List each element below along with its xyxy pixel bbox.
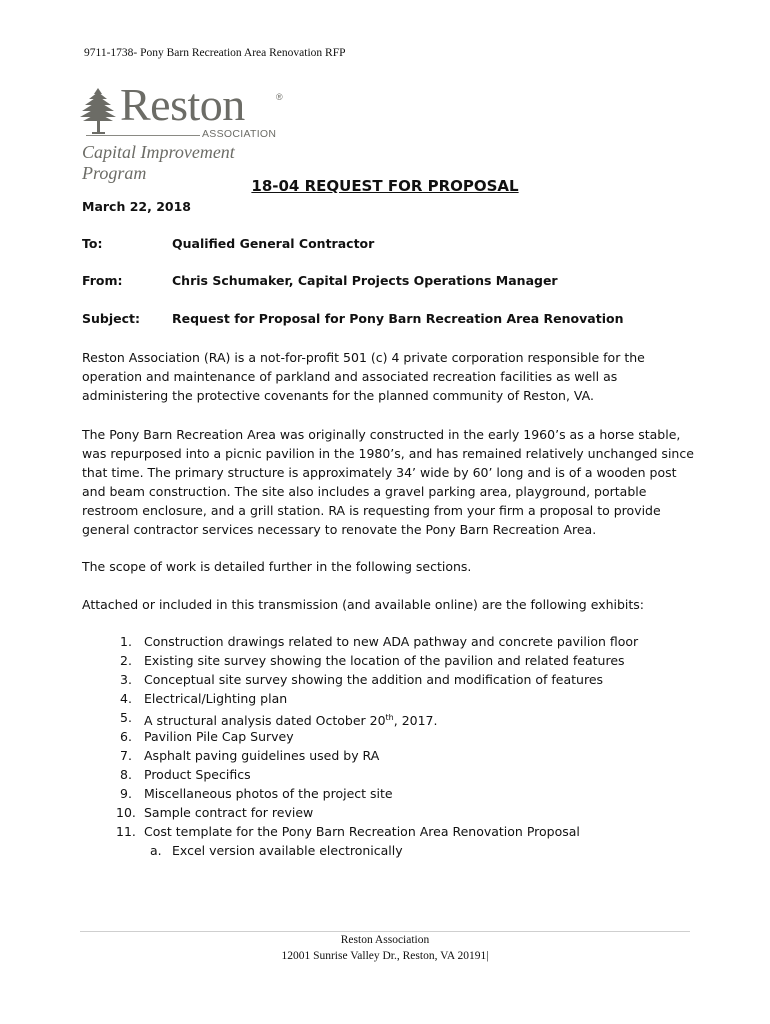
exhibits-list [82,632,702,841]
to-value: Qualified General Contractor [172,236,375,251]
exhibits-intro-paragraph: Attached or included in this transmission (and available online) are the following exhibits: [82,597,644,612]
list-item-text: Pavilion Pile Cap Survey [144,729,294,744]
list-item [82,784,702,803]
list-item-text: Cost template for the Pony Barn Recreation Area Renovation Proposal [144,824,580,839]
list-item-text: Product Specifics [144,767,251,782]
list-item-text-suffix: , 2017. [393,713,438,729]
list-item [82,651,702,670]
list-item-text: Existing site survey showing the location of the pavilion and related features [144,653,625,668]
logo-program-text: Capital Improvement Program [82,142,235,183]
list-item-text: Sample contract for review [144,805,314,820]
list-item-number: 2. [120,653,132,668]
list-item-number: 3. [120,672,132,687]
list-item [82,727,702,746]
document-title: 18-04 REQUEST FOR PROPOSAL [251,177,519,195]
list-item-number: 6. [120,729,132,744]
list-item-number: 10. [116,805,136,820]
list-item-text: Miscellaneous photos of the project site [144,786,393,801]
list-item [82,689,702,708]
background-paragraph: The Pony Barn Recreation Area was originally constructed in the early 1960’s as a horse stable, was repurposed into a picnic pavilion in the 1980’s, and has remained relatively unchanged since that time. The primary structure is approximately 34’ wide by 60’ long and is of a wooden post and beam construction. The site also includes a gravel parking area, playground, portable restroom enclosure, and a grill station. RA is requesting from your firm a proposal to provide general contractor services necessary to renovate the Pony Barn Recreation Area. [82,427,694,537]
list-item [82,632,702,651]
from-value: Chris Schumaker, Capital Projects Operations Manager [172,273,558,288]
list-item [82,746,702,765]
list-item-text: Electrical/Lighting plan [144,691,288,706]
scope-paragraph: The scope of work is detailed further in the following sections. [82,559,472,574]
intro-paragraph: Reston Association (RA) is a not-for-profit 501 (c) 4 private corporation responsible for the operation and maintenance of parkland and associated recreation facilities as well as administering the protective covenants for the planned community of Reston, VA. [82,350,645,403]
footer-organization: Reston Association [340,934,430,946]
list-item [82,765,702,784]
list-item-text: Asphalt paving guidelines used by RA [144,748,380,763]
list-item-text-main: A structural analysis dated October 20 [144,713,386,729]
footer-divider [80,931,690,932]
document-reference: 9711-1738- Pony Barn Recreation Area Renovation RFP [84,47,346,59]
subject-value: Request for Proposal for Pony Barn Recreation Area Renovation [172,311,624,326]
list-item-number: 11. [116,824,136,839]
list-item [82,803,702,822]
list-item-number: 9. [120,786,132,801]
list-item-number: 8. [120,767,132,782]
tree-icon [80,86,118,136]
logo-divider [86,135,200,136]
list-item-text: Construction drawings related to new ADA pathway and concrete pavilion floor [144,634,639,649]
to-label: To: [82,236,103,251]
document-date: March 22, 2018 [82,199,191,214]
list-item-number: 7. [120,748,132,763]
subject-label: Subject: [82,311,140,326]
footer-address: 12001 Sunrise Valley Dr., Reston, VA 20191| [281,950,489,962]
reston-association-logo [80,79,300,183]
logo-wordmark: Reston [120,79,245,130]
sub-list-item-letter: a. [150,843,162,858]
list-item-number: 1. [120,634,132,649]
superscript: th [385,713,394,722]
list-item [82,708,702,727]
from-label: From: [82,273,123,288]
list-item [82,822,702,841]
list-item-text: Conceptual site survey showing the addition and modification of features [144,672,604,687]
registered-mark: ® [276,92,283,102]
list-item-number: 4. [120,691,132,706]
list-item [82,670,702,689]
sub-list-item-text: Excel version available electronically [172,843,403,858]
logo-association-text: ASSOCIATION [202,128,277,140]
list-item-number: 5. [120,710,132,725]
